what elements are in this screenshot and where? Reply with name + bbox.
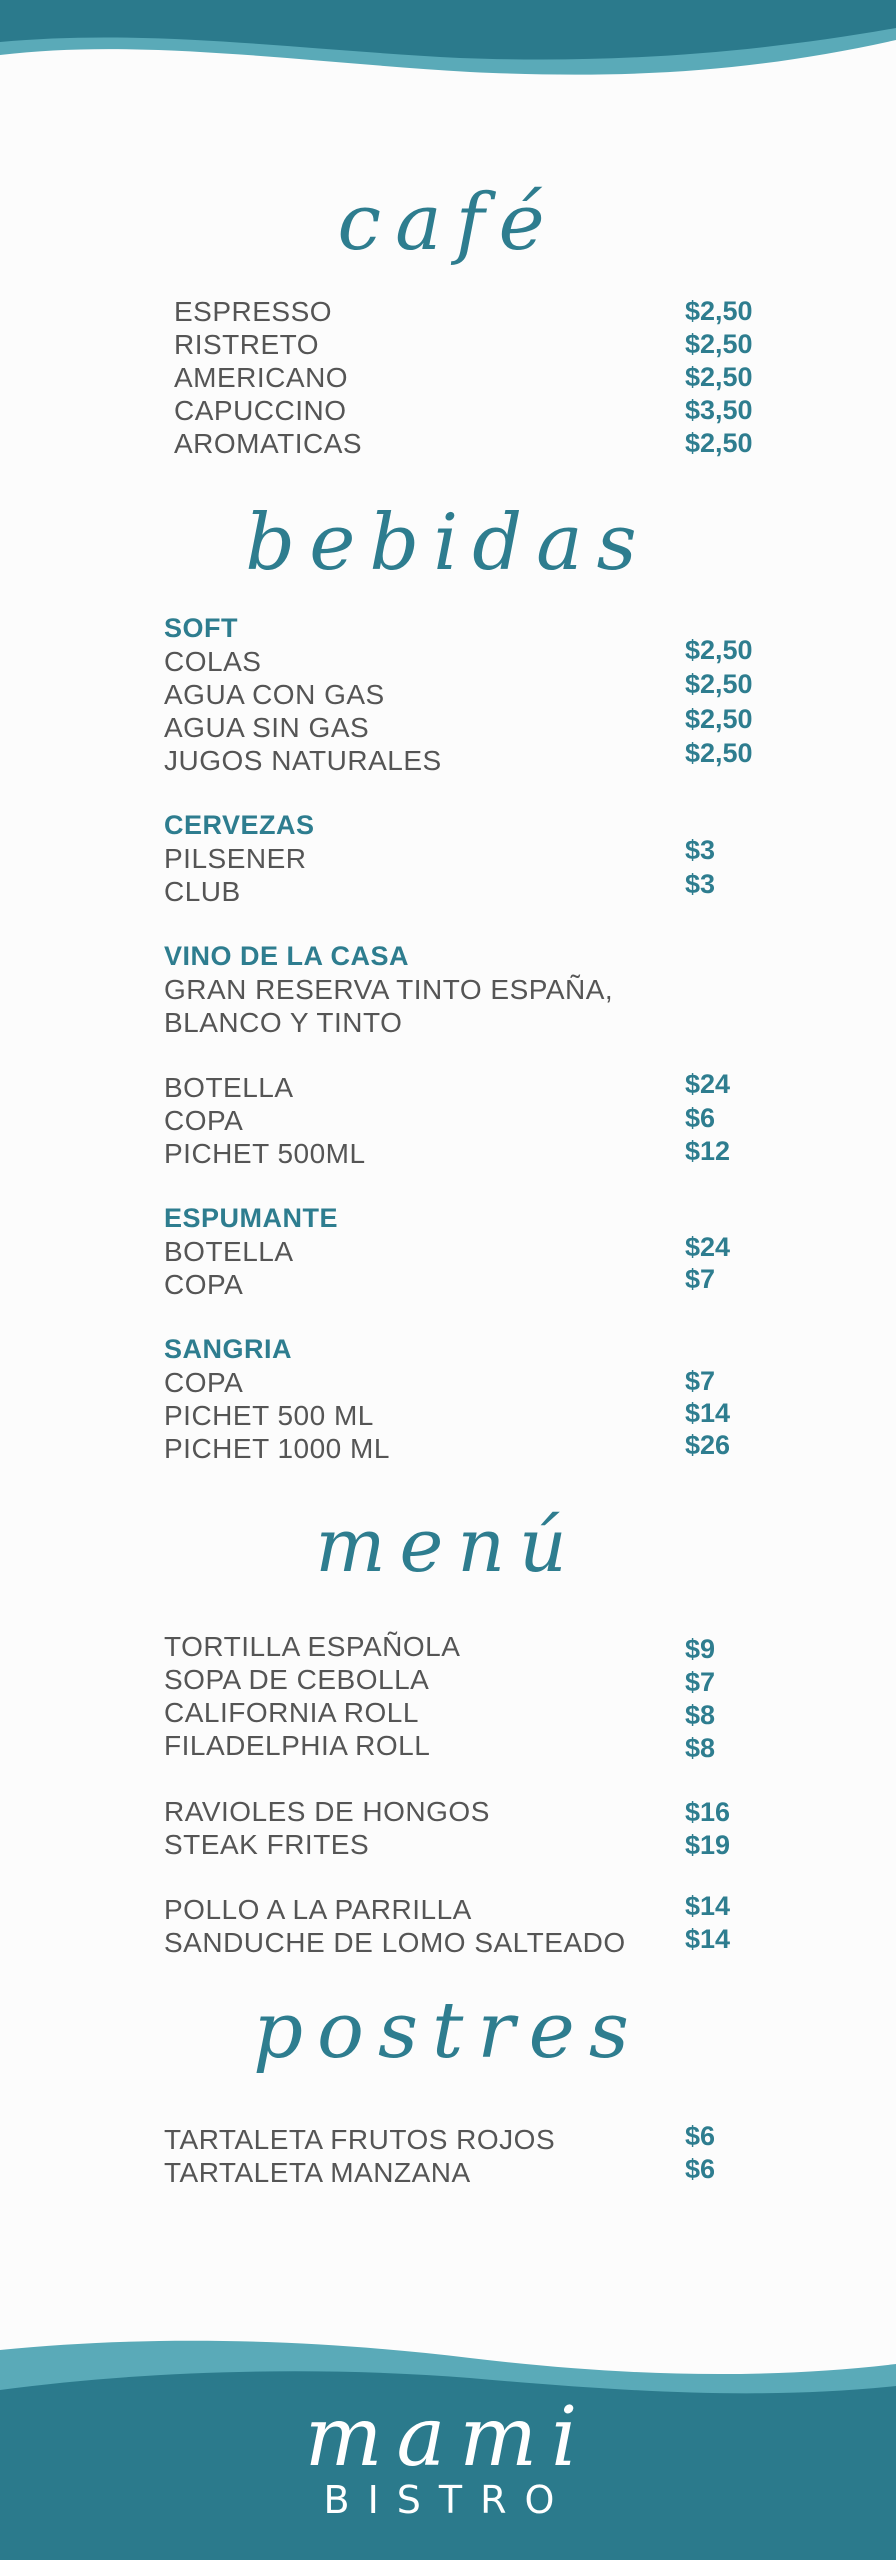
item-name: AGUA SIN GAS [164, 712, 370, 743]
item-price: $2,50 [685, 296, 753, 326]
item-price: $2,50 [685, 669, 753, 699]
menu-item [164, 1105, 764, 1138]
subsection-heading-sangria [164, 1334, 764, 1367]
item-name: TORTILLA ESPAÑOLA [164, 1631, 461, 1662]
item-price: $14 [685, 1891, 731, 1921]
item-price: $7 [685, 1264, 716, 1294]
item-name: COLAS [164, 646, 262, 677]
item-name: COPA [164, 1367, 244, 1398]
heading-label: VINO DE LA CASA [164, 941, 410, 971]
subsection-heading-soft [164, 613, 764, 646]
item-price: $2,50 [685, 428, 753, 458]
top-wave-decoration [0, 0, 896, 90]
menu-item [164, 2121, 764, 2157]
item-price: $2,50 [685, 738, 753, 768]
item-name: FILADELPHIA ROLL [164, 1730, 431, 1761]
item-name: COPA [164, 1105, 244, 1136]
brand-logo-subtitle: BISTRO [323, 2478, 573, 2522]
item-price: $6 [685, 2121, 716, 2151]
item-price: $2,50 [685, 635, 753, 665]
item-name: TARTALETA FRUTOS ROJOS [164, 2124, 556, 2155]
menu-item [164, 869, 764, 909]
item-name: POLLO A LA PARRILLA [164, 1894, 472, 1925]
item-price: $2,50 [685, 704, 753, 734]
item-name: PICHET 500ML [164, 1138, 366, 1169]
item-name: SANDUCHE DE LOMO SALTEADO [164, 1927, 626, 1958]
menu-item [174, 329, 764, 362]
item-price: $6 [685, 1103, 716, 1133]
menu-item [174, 428, 764, 461]
subsection-heading-espumante [164, 1203, 764, 1236]
menu-item [164, 1367, 764, 1400]
menu-item [164, 669, 764, 712]
item-name: CALIFORNIA ROLL [164, 1697, 419, 1728]
item-name: PICHET 500 ML [164, 1400, 374, 1431]
menu-item [164, 2154, 764, 2190]
heading-label: CERVEZAS [164, 810, 315, 840]
cafe-title: café [337, 178, 559, 268]
item-price: $24 [685, 1069, 731, 1099]
item-price: $2,50 [685, 362, 753, 392]
menu-item [164, 704, 764, 745]
menu-item [164, 1232, 764, 1269]
heading-label: ESPUMANTE [164, 1203, 339, 1233]
item-price: $8 [685, 1700, 716, 1730]
item-name: PICHET 1000 ML [164, 1433, 390, 1464]
menu-item [164, 835, 764, 876]
item-price: $8 [685, 1733, 716, 1763]
item-price: $3,50 [685, 395, 753, 425]
item-name: SOPA DE CEBOLLA [164, 1664, 430, 1695]
item-name: CLUB [164, 876, 241, 907]
menu-item [164, 1138, 764, 1171]
menu-item [164, 1829, 764, 1862]
item-price: $6 [685, 2154, 716, 2184]
menu-item [164, 1264, 764, 1302]
heading-label: SANGRIA [164, 1334, 293, 1364]
item-price: $3 [685, 835, 716, 865]
vino-description [164, 1007, 764, 1040]
menu-item [164, 1924, 764, 1960]
menu-item [174, 395, 764, 428]
item-price: $19 [685, 1830, 731, 1860]
menu-item [174, 296, 764, 329]
subsection-heading-vino [164, 941, 764, 974]
item-price: $9 [685, 1634, 716, 1664]
bebidas-title: bebidas [245, 498, 651, 588]
item-name: ESPRESSO [174, 296, 333, 327]
description-line: GRAN RESERVA TINTO ESPAÑA, [164, 974, 614, 1005]
item-price: $3 [685, 869, 716, 899]
item-price: $12 [685, 1136, 731, 1166]
menu-item [164, 1730, 764, 1763]
item-price: $14 [685, 1398, 731, 1428]
menu-item [174, 362, 764, 395]
heading-label: SOFT [164, 613, 238, 643]
menu-item [164, 1430, 764, 1466]
item-name: AGUA CON GAS [164, 679, 385, 710]
description-line: BLANCO Y TINTO [164, 1007, 403, 1038]
item-name: AROMATICAS [174, 428, 363, 459]
item-name: AMERICANO [174, 362, 349, 393]
item-name: RAVIOLES DE HONGOS [164, 1796, 490, 1827]
item-price: $7 [685, 1667, 716, 1697]
item-price: $7 [685, 1366, 716, 1396]
item-price: $2,50 [685, 329, 753, 359]
item-price: $16 [685, 1797, 731, 1827]
item-name: BOTELLA [164, 1236, 294, 1267]
item-price: $14 [685, 1924, 731, 1954]
postres-title: postres [253, 1986, 643, 2076]
menu-title: menú [315, 1503, 581, 1589]
item-name: TARTALETA MANZANA [164, 2157, 471, 2188]
item-price: $24 [685, 1232, 731, 1262]
menu-item [164, 1697, 764, 1730]
menu-item [164, 635, 764, 679]
menu-item [164, 1400, 764, 1433]
menu-item [164, 1069, 764, 1105]
item-name: CAPUCCINO [174, 395, 347, 426]
item-name: STEAK FRITES [164, 1829, 370, 1860]
item-price: $26 [685, 1430, 731, 1460]
item-name: BOTELLA [164, 1072, 294, 1103]
item-name: PILSENER [164, 843, 307, 874]
brand-logo-name: mami [304, 2390, 592, 2485]
menu-item [164, 738, 764, 778]
item-name: COPA [164, 1269, 244, 1300]
item-name: RISTRETO [174, 329, 320, 360]
vino-description [164, 974, 764, 1007]
menu-item [164, 1796, 764, 1829]
menu-item [164, 1891, 764, 1927]
item-name: JUGOS NATURALES [164, 745, 442, 776]
subsection-heading-cervezas [164, 810, 764, 843]
menu-item [164, 1631, 764, 1664]
menu-item [164, 1664, 764, 1697]
